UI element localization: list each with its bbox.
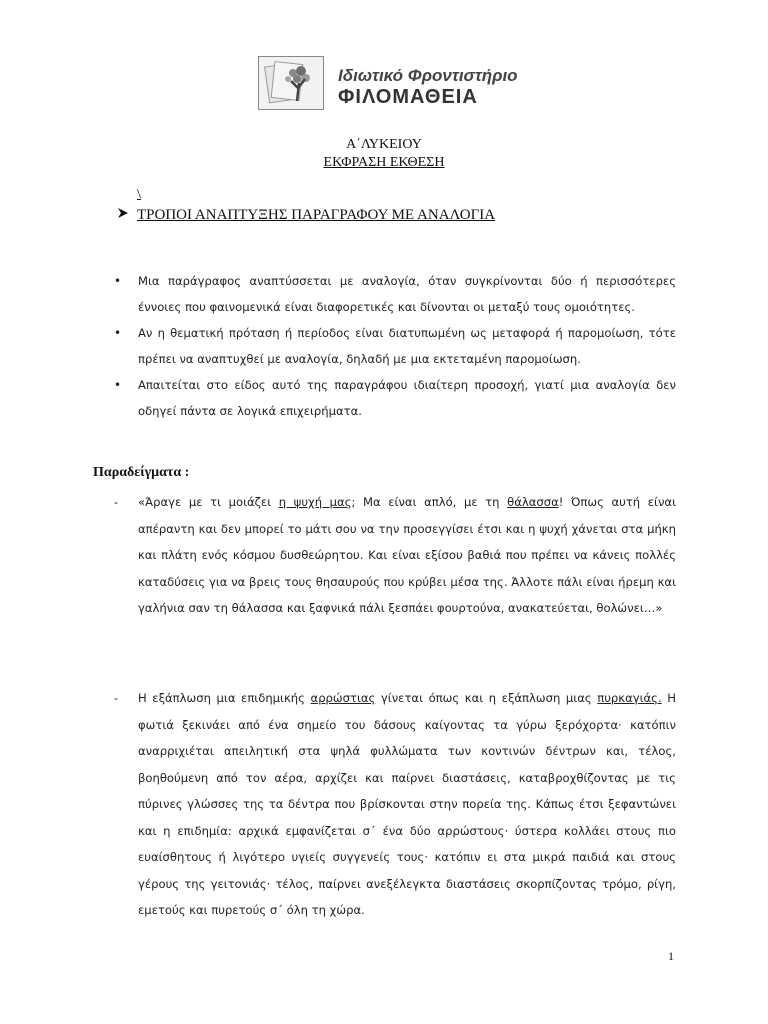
text-run: Η φωτιά ξεκινάει από ένα σημείο του δάσους καίγοντας τα γύρω ξερόχορτα· κατόπιν αναρριχιέται απειλητική στα ψηλά φυλλώματα των κοντινών δέντρων και, τέλος, βοηθούμενη από τον αέρα, αρχίζει και παίρνει διαστάσεις, καταβροχθίζοντας με τις πύρινες γλώσσες της τα δέντρα που βρίσκονται στην πορεία της. Κάπως έτσι ξεφαντώνει και η επιδημία: αρχικά εμφανίζεται σ΄ ένα δύο αρρώστους· ύστερα κολλάει στους πιο ευαίσθητους ή λιγότερο υγιείς συγγενείς τους· κατόπιν ει στα μικρά παιδιά και στους γέρους της γειτονιάς· τέλος, παίρνει ανεξέλεγκτα διαστάσεις σκορπίζοντας τρόμο, ρίγη, εμετούς και πυρετούς σ΄ όλη τη χώρα. (138, 691, 676, 917)
text-run: «Άραγε με τι μοιάζει (138, 495, 279, 509)
underlined-term: θάλασσα (507, 495, 559, 509)
logo (258, 56, 538, 108)
dash-marker: - (114, 495, 119, 509)
text-run: ! Όπως αυτή είναι απέραντη και δεν μπορεί το μάτι σου να την προσεγγίσει έτσι και η ψυχή χάνεται στα μήκη και πλάτη ενός κόσμου δυσθεώρητου. Και είναι εξίσου βαθιά που πρέπει να κάνεις πολλές καταδύσεις για να βρεις τους θησαυρούς που κρύβει μέσα της. Άλλοτε πάλι είναι ήρεμη και γαλήνια σαν τη θάλασσα και ξαφνικά πάλι ξεσπάει φουρτούνα, ανακατεύεται, θολώνει…» (138, 495, 676, 615)
section-heading-text: ΤΡΟΠΟΙ ΑΝΑΠΤΥΞΗΣ ΠΑΡΑΓΡΑΦΟΥ ΜΕ ΑΝΑΛΟΓΙΑ (137, 207, 496, 223)
title-grade: Α΄ΛΥΚΕΙΟΥ (346, 137, 422, 152)
text-run: ; Μα είναι απλό, με τη (351, 495, 508, 509)
bullet-list (114, 268, 676, 424)
logo-line1: Ιδιωτικό Φροντιστήριο (338, 66, 518, 85)
bullet-item: • Αν η θεματική πρόταση ή περίοδος είναι διατυπωμένη ως μεταφορά ή παρομοίωση, τότε πρέπει να αναπτυχθεί με αναλογία, δηλαδή με μια εκτεταμένη παρομοίωση. (114, 320, 676, 372)
page-number: 1 (668, 949, 674, 963)
title-subject: ΕΚΦΡΑΣΗ ΕΚΘΕΣΗ (323, 155, 445, 170)
example-1 (114, 489, 676, 622)
text-run: Η εξάπλωση μια επιδημικής (138, 691, 311, 705)
underlined-term: η ψυχή μας (278, 495, 352, 509)
tree-logo-icon (258, 56, 324, 110)
bullet-item: • Απαιτείται στο είδος αυτό της παραγράφου ιδιαίτερη προσοχή, γιατί μια αναλογία δεν οδηγεί πάντα σε λογικά επιχειρήματα. (114, 372, 676, 424)
example-1-text (114, 489, 676, 622)
stray-mark: \ (137, 187, 141, 202)
logo-line2: ΦΙΛΟΜΑΘΕΙΑ (338, 86, 478, 108)
underlined-term: πυρκαγιάς. (597, 691, 662, 705)
text-run: γίνεται όπως και η εξάπλωση μιας (375, 691, 598, 705)
underlined-term: αρρώστιας (310, 691, 376, 705)
bullet-item: • Μια παράγραφος αναπτύσσεται με αναλογία, όταν συγκρίνονται δύο ή περισσότερες έννοιες που φαινομενικά είναι διαφορετικές και δίνονται οι μεταξύ τους ομοιότητες. (114, 268, 676, 320)
arrow-bullet-icon (117, 207, 137, 224)
example-2 (114, 685, 676, 924)
section-heading (117, 207, 495, 224)
examples-heading: Παραδείγματα : (93, 465, 190, 480)
example-2-text (114, 685, 676, 924)
dash-marker: - (114, 691, 119, 705)
